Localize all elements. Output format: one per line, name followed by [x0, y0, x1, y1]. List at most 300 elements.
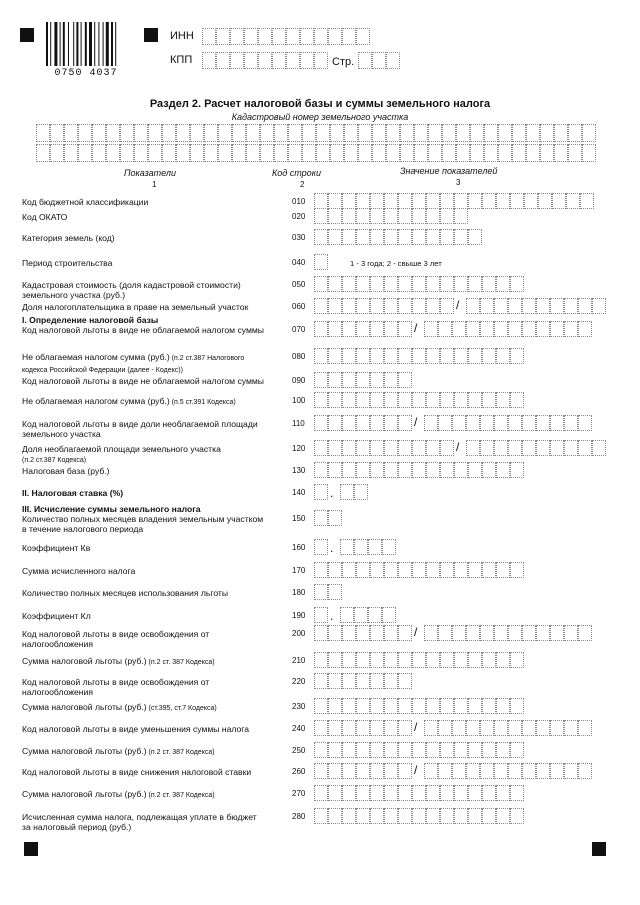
input-cell[interactable]	[342, 440, 356, 456]
input-cell[interactable]	[440, 298, 454, 314]
input-cell[interactable]	[440, 348, 454, 364]
input-cell[interactable]	[314, 348, 328, 364]
input-cell[interactable]	[398, 720, 412, 736]
input-cell[interactable]	[412, 462, 426, 478]
input-cell[interactable]	[342, 673, 356, 689]
input-cell[interactable]	[316, 144, 330, 162]
input-cell[interactable]	[384, 808, 398, 824]
input-cell[interactable]	[342, 808, 356, 824]
input-cell[interactable]	[328, 298, 342, 314]
row-value-field-160-part-2[interactable]	[340, 539, 396, 555]
input-cell[interactable]	[582, 124, 596, 142]
input-cell[interactable]	[384, 229, 398, 245]
input-cell[interactable]	[316, 124, 330, 142]
row-value-field-040[interactable]	[314, 254, 328, 270]
input-cell[interactable]	[494, 440, 508, 456]
input-cell[interactable]	[328, 462, 342, 478]
input-cell[interactable]	[482, 348, 496, 364]
input-cell[interactable]	[302, 124, 316, 142]
input-cell[interactable]	[328, 652, 342, 668]
input-cell[interactable]	[384, 698, 398, 714]
page-number-field[interactable]	[358, 52, 400, 69]
input-cell[interactable]	[342, 208, 356, 224]
input-cell[interactable]	[36, 124, 50, 142]
input-cell[interactable]	[342, 276, 356, 292]
input-cell[interactable]	[510, 193, 524, 209]
input-cell[interactable]	[496, 808, 510, 824]
input-cell[interactable]	[552, 193, 566, 209]
input-cell[interactable]	[578, 625, 592, 641]
input-cell[interactable]	[426, 392, 440, 408]
input-cell[interactable]	[398, 392, 412, 408]
input-cell[interactable]	[412, 208, 426, 224]
input-cell[interactable]	[314, 440, 328, 456]
input-cell[interactable]	[176, 124, 190, 142]
input-cell[interactable]	[454, 392, 468, 408]
input-cell[interactable]	[370, 742, 384, 758]
input-cell[interactable]	[384, 742, 398, 758]
input-cell[interactable]	[328, 321, 342, 337]
input-cell[interactable]	[522, 298, 536, 314]
input-cell[interactable]	[480, 415, 494, 431]
input-cell[interactable]	[314, 276, 328, 292]
input-cell[interactable]	[342, 372, 356, 388]
input-cell[interactable]	[540, 144, 554, 162]
input-cell[interactable]	[522, 625, 536, 641]
input-cell[interactable]	[134, 144, 148, 162]
input-cell[interactable]	[494, 720, 508, 736]
input-cell[interactable]	[328, 698, 342, 714]
input-cell[interactable]	[468, 652, 482, 668]
input-cell[interactable]	[398, 673, 412, 689]
input-cell[interactable]	[438, 415, 452, 431]
input-cell[interactable]	[64, 124, 78, 142]
input-cell[interactable]	[510, 652, 524, 668]
input-cell[interactable]	[244, 28, 258, 45]
input-cell[interactable]	[78, 144, 92, 162]
input-cell[interactable]	[466, 321, 480, 337]
input-cell[interactable]	[328, 28, 342, 45]
input-cell[interactable]	[342, 193, 356, 209]
input-cell[interactable]	[554, 144, 568, 162]
input-cell[interactable]	[454, 348, 468, 364]
input-cell[interactable]	[354, 539, 368, 555]
input-cell[interactable]	[384, 763, 398, 779]
input-cell[interactable]	[386, 144, 400, 162]
input-cell[interactable]	[314, 193, 328, 209]
input-cell[interactable]	[564, 720, 578, 736]
input-cell[interactable]	[370, 720, 384, 736]
input-cell[interactable]	[342, 785, 356, 801]
input-cell[interactable]	[50, 124, 64, 142]
input-cell[interactable]	[510, 392, 524, 408]
input-cell[interactable]	[314, 562, 328, 578]
input-cell[interactable]	[508, 321, 522, 337]
input-cell[interactable]	[468, 742, 482, 758]
input-cell[interactable]	[356, 392, 370, 408]
input-cell[interactable]	[148, 124, 162, 142]
input-cell[interactable]	[454, 652, 468, 668]
input-cell[interactable]	[370, 229, 384, 245]
input-cell[interactable]	[494, 415, 508, 431]
input-cell[interactable]	[468, 785, 482, 801]
input-cell[interactable]	[356, 321, 370, 337]
input-cell[interactable]	[398, 785, 412, 801]
input-cell[interactable]	[510, 562, 524, 578]
input-cell[interactable]	[578, 440, 592, 456]
input-cell[interactable]	[480, 763, 494, 779]
input-cell[interactable]	[314, 510, 328, 526]
input-cell[interactable]	[510, 785, 524, 801]
input-cell[interactable]	[536, 625, 550, 641]
input-cell[interactable]	[496, 348, 510, 364]
input-cell[interactable]	[384, 462, 398, 478]
input-cell[interactable]	[230, 52, 244, 69]
input-cell[interactable]	[440, 742, 454, 758]
input-cell[interactable]	[496, 193, 510, 209]
input-cell[interactable]	[120, 144, 134, 162]
row-value-field-180[interactable]	[314, 584, 342, 600]
input-cell[interactable]	[260, 124, 274, 142]
input-cell[interactable]	[330, 144, 344, 162]
input-cell[interactable]	[384, 720, 398, 736]
input-cell[interactable]	[412, 808, 426, 824]
inn-field[interactable]	[202, 28, 370, 45]
input-cell[interactable]	[440, 652, 454, 668]
input-cell[interactable]	[454, 785, 468, 801]
input-cell[interactable]	[456, 144, 470, 162]
input-cell[interactable]	[162, 124, 176, 142]
input-cell[interactable]	[386, 52, 400, 69]
input-cell[interactable]	[466, 763, 480, 779]
input-cell[interactable]	[358, 124, 372, 142]
row-value-field-250[interactable]	[314, 742, 524, 758]
input-cell[interactable]	[328, 584, 342, 600]
input-cell[interactable]	[370, 372, 384, 388]
input-cell[interactable]	[550, 720, 564, 736]
input-cell[interactable]	[426, 193, 440, 209]
input-cell[interactable]	[314, 372, 328, 388]
input-cell[interactable]	[484, 144, 498, 162]
input-cell[interactable]	[496, 698, 510, 714]
input-cell[interactable]	[342, 298, 356, 314]
input-cell[interactable]	[454, 808, 468, 824]
input-cell[interactable]	[370, 462, 384, 478]
input-cell[interactable]	[328, 372, 342, 388]
input-cell[interactable]	[526, 124, 540, 142]
input-cell[interactable]	[92, 144, 106, 162]
input-cell[interactable]	[386, 124, 400, 142]
input-cell[interactable]	[274, 124, 288, 142]
input-cell[interactable]	[384, 348, 398, 364]
input-cell[interactable]	[426, 440, 440, 456]
input-cell[interactable]	[440, 229, 454, 245]
input-cell[interactable]	[398, 321, 412, 337]
input-cell[interactable]	[314, 208, 328, 224]
input-cell[interactable]	[244, 52, 258, 69]
input-cell[interactable]	[440, 208, 454, 224]
input-cell[interactable]	[412, 785, 426, 801]
input-cell[interactable]	[578, 415, 592, 431]
input-cell[interactable]	[452, 763, 466, 779]
input-cell[interactable]	[342, 415, 356, 431]
input-cell[interactable]	[328, 208, 342, 224]
input-cell[interactable]	[370, 208, 384, 224]
input-cell[interactable]	[454, 229, 468, 245]
input-cell[interactable]	[398, 229, 412, 245]
input-cell[interactable]	[426, 229, 440, 245]
input-cell[interactable]	[398, 742, 412, 758]
input-cell[interactable]	[468, 229, 482, 245]
input-cell[interactable]	[358, 144, 372, 162]
input-cell[interactable]	[370, 562, 384, 578]
input-cell[interactable]	[176, 144, 190, 162]
row-value-field-190-part-2[interactable]	[340, 607, 396, 623]
input-cell[interactable]	[426, 208, 440, 224]
input-cell[interactable]	[314, 673, 328, 689]
input-cell[interactable]	[550, 321, 564, 337]
input-cell[interactable]	[550, 625, 564, 641]
input-cell[interactable]	[328, 562, 342, 578]
input-cell[interactable]	[438, 321, 452, 337]
input-cell[interactable]	[314, 584, 328, 600]
input-cell[interactable]	[356, 785, 370, 801]
row-value-field-030[interactable]	[314, 229, 482, 245]
input-cell[interactable]	[424, 720, 438, 736]
input-cell[interactable]	[440, 440, 454, 456]
input-cell[interactable]	[398, 415, 412, 431]
input-cell[interactable]	[370, 415, 384, 431]
input-cell[interactable]	[536, 415, 550, 431]
input-cell[interactable]	[354, 607, 368, 623]
input-cell[interactable]	[480, 298, 494, 314]
input-cell[interactable]	[482, 392, 496, 408]
input-cell[interactable]	[468, 562, 482, 578]
input-cell[interactable]	[480, 720, 494, 736]
input-cell[interactable]	[536, 763, 550, 779]
input-cell[interactable]	[496, 562, 510, 578]
input-cell[interactable]	[370, 808, 384, 824]
input-cell[interactable]	[384, 673, 398, 689]
input-cell[interactable]	[370, 698, 384, 714]
input-cell[interactable]	[328, 510, 342, 526]
row-value-field-130[interactable]	[314, 462, 524, 478]
input-cell[interactable]	[508, 298, 522, 314]
input-cell[interactable]	[470, 124, 484, 142]
input-cell[interactable]	[204, 144, 218, 162]
input-cell[interactable]	[342, 462, 356, 478]
kpp-field[interactable]	[202, 52, 328, 69]
input-cell[interactable]	[288, 144, 302, 162]
input-cell[interactable]	[314, 462, 328, 478]
row-value-field-110[interactable]	[314, 415, 412, 431]
input-cell[interactable]	[452, 321, 466, 337]
input-cell[interactable]	[496, 652, 510, 668]
input-cell[interactable]	[482, 698, 496, 714]
input-cell[interactable]	[524, 193, 538, 209]
input-cell[interactable]	[400, 124, 414, 142]
input-cell[interactable]	[372, 144, 386, 162]
input-cell[interactable]	[204, 124, 218, 142]
input-cell[interactable]	[426, 698, 440, 714]
input-cell[interactable]	[370, 348, 384, 364]
input-cell[interactable]	[356, 652, 370, 668]
input-cell[interactable]	[356, 562, 370, 578]
input-cell[interactable]	[370, 193, 384, 209]
input-cell[interactable]	[398, 348, 412, 364]
input-cell[interactable]	[368, 607, 382, 623]
input-cell[interactable]	[522, 763, 536, 779]
input-cell[interactable]	[526, 144, 540, 162]
input-cell[interactable]	[342, 348, 356, 364]
input-cell[interactable]	[412, 652, 426, 668]
input-cell[interactable]	[424, 625, 438, 641]
input-cell[interactable]	[564, 415, 578, 431]
row-value-field-080[interactable]	[314, 348, 524, 364]
input-cell[interactable]	[412, 229, 426, 245]
input-cell[interactable]	[564, 763, 578, 779]
input-cell[interactable]	[372, 52, 386, 69]
input-cell[interactable]	[258, 28, 272, 45]
input-cell[interactable]	[480, 440, 494, 456]
row-value-field-190[interactable]	[314, 607, 328, 623]
input-cell[interactable]	[368, 539, 382, 555]
input-cell[interactable]	[452, 625, 466, 641]
input-cell[interactable]	[398, 276, 412, 292]
input-cell[interactable]	[356, 698, 370, 714]
input-cell[interactable]	[454, 562, 468, 578]
input-cell[interactable]	[592, 440, 606, 456]
input-cell[interactable]	[426, 348, 440, 364]
input-cell[interactable]	[482, 652, 496, 668]
input-cell[interactable]	[302, 144, 316, 162]
input-cell[interactable]	[148, 144, 162, 162]
row-value-field-100[interactable]	[314, 392, 524, 408]
input-cell[interactable]	[414, 124, 428, 142]
input-cell[interactable]	[536, 440, 550, 456]
input-cell[interactable]	[440, 392, 454, 408]
input-cell[interactable]	[384, 276, 398, 292]
input-cell[interactable]	[536, 720, 550, 736]
input-cell[interactable]	[398, 193, 412, 209]
input-cell[interactable]	[342, 720, 356, 736]
input-cell[interactable]	[202, 28, 216, 45]
input-cell[interactable]	[356, 208, 370, 224]
input-cell[interactable]	[440, 462, 454, 478]
input-cell[interactable]	[440, 785, 454, 801]
input-cell[interactable]	[342, 321, 356, 337]
input-cell[interactable]	[384, 193, 398, 209]
row-value-field-140-part-2[interactable]	[340, 484, 368, 500]
input-cell[interactable]	[494, 321, 508, 337]
input-cell[interactable]	[328, 193, 342, 209]
input-cell[interactable]	[550, 440, 564, 456]
row-value-field-260[interactable]	[314, 763, 412, 779]
input-cell[interactable]	[356, 229, 370, 245]
input-cell[interactable]	[190, 144, 204, 162]
row-value-field-280[interactable]	[314, 808, 524, 824]
input-cell[interactable]	[508, 415, 522, 431]
input-cell[interactable]	[370, 298, 384, 314]
input-cell[interactable]	[356, 193, 370, 209]
input-cell[interactable]	[454, 462, 468, 478]
row-value-field-240-part-2[interactable]	[424, 720, 592, 736]
input-cell[interactable]	[370, 392, 384, 408]
input-cell[interactable]	[314, 698, 328, 714]
input-cell[interactable]	[482, 462, 496, 478]
input-cell[interactable]	[328, 673, 342, 689]
input-cell[interactable]	[120, 124, 134, 142]
input-cell[interactable]	[340, 607, 354, 623]
input-cell[interactable]	[218, 144, 232, 162]
input-cell[interactable]	[468, 808, 482, 824]
input-cell[interactable]	[412, 193, 426, 209]
input-cell[interactable]	[398, 440, 412, 456]
input-cell[interactable]	[484, 124, 498, 142]
input-cell[interactable]	[384, 625, 398, 641]
input-cell[interactable]	[314, 52, 328, 69]
input-cell[interactable]	[134, 124, 148, 142]
input-cell[interactable]	[370, 625, 384, 641]
input-cell[interactable]	[438, 763, 452, 779]
input-cell[interactable]	[370, 652, 384, 668]
input-cell[interactable]	[344, 144, 358, 162]
input-cell[interactable]	[568, 124, 582, 142]
row-value-field-060-part-2[interactable]	[466, 298, 606, 314]
input-cell[interactable]	[328, 276, 342, 292]
input-cell[interactable]	[442, 144, 456, 162]
input-cell[interactable]	[414, 144, 428, 162]
input-cell[interactable]	[64, 144, 78, 162]
input-cell[interactable]	[258, 52, 272, 69]
input-cell[interactable]	[340, 484, 354, 500]
row-value-field-220[interactable]	[314, 673, 412, 689]
input-cell[interactable]	[454, 208, 468, 224]
input-cell[interactable]	[314, 808, 328, 824]
input-cell[interactable]	[580, 193, 594, 209]
input-cell[interactable]	[328, 229, 342, 245]
input-cell[interactable]	[314, 484, 328, 500]
input-cell[interactable]	[328, 440, 342, 456]
input-cell[interactable]	[496, 742, 510, 758]
input-cell[interactable]	[482, 562, 496, 578]
input-cell[interactable]	[356, 808, 370, 824]
input-cell[interactable]	[370, 763, 384, 779]
input-cell[interactable]	[466, 440, 480, 456]
input-cell[interactable]	[522, 720, 536, 736]
input-cell[interactable]	[398, 763, 412, 779]
input-cell[interactable]	[566, 193, 580, 209]
input-cell[interactable]	[494, 625, 508, 641]
input-cell[interactable]	[466, 625, 480, 641]
input-cell[interactable]	[272, 28, 286, 45]
input-cell[interactable]	[400, 144, 414, 162]
input-cell[interactable]	[232, 144, 246, 162]
input-cell[interactable]	[106, 144, 120, 162]
input-cell[interactable]	[440, 698, 454, 714]
input-cell[interactable]	[592, 298, 606, 314]
input-cell[interactable]	[568, 144, 582, 162]
input-cell[interactable]	[342, 28, 356, 45]
input-cell[interactable]	[582, 144, 596, 162]
input-cell[interactable]	[454, 193, 468, 209]
row-value-field-210[interactable]	[314, 652, 524, 668]
input-cell[interactable]	[412, 562, 426, 578]
input-cell[interactable]	[468, 276, 482, 292]
input-cell[interactable]	[246, 124, 260, 142]
input-cell[interactable]	[398, 208, 412, 224]
input-cell[interactable]	[382, 539, 396, 555]
